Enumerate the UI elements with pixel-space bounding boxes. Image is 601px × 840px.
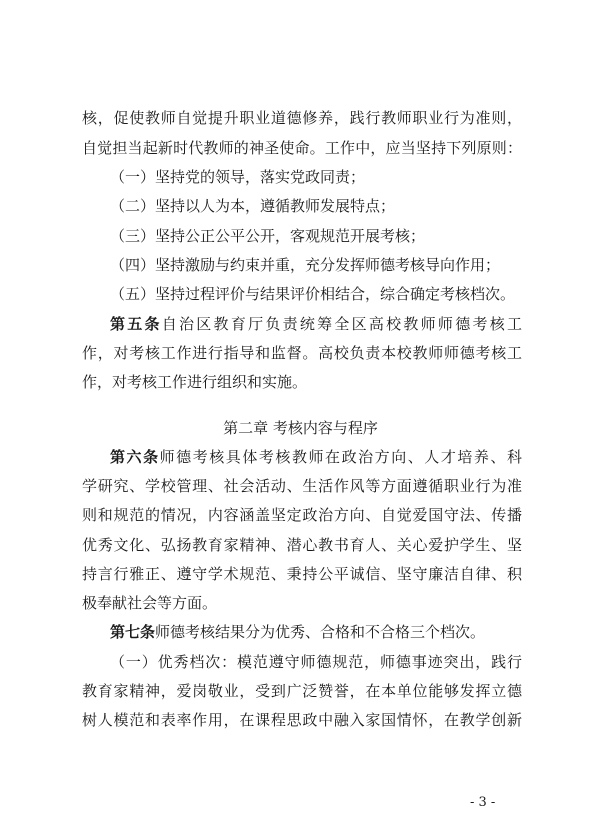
- article-6-line: 学研究、学校管理、社会活动、生活作风等方面遵循职业行为准: [82, 477, 522, 495]
- article-5-line: 作，对考核工作进行指导和监督。高校负责本校教师师德考核工: [82, 344, 522, 362]
- text-line: 自觉担当起新时代教师的神圣使命。工作中，应当坚持下列原则：: [82, 139, 522, 157]
- principle-item: （一）坚持党的领导，落实党政同责；: [110, 168, 366, 186]
- page-number: - 3 -: [470, 795, 496, 810]
- principle-item: （二）坚持以人为本，遵循教师发展特点；: [110, 197, 396, 215]
- article-6-line: 第六条师德考核具体考核教师在政治方向、人才培养、科: [110, 448, 522, 466]
- principle-item: （三）坚持公正公平公开，客观规范开展考核；: [110, 227, 426, 245]
- excellent-level-line: （一）优秀档次：模范遵守师德规范，师德事迹突出，践行: [110, 653, 522, 671]
- chapter-title: 第二章 考核内容与程序: [223, 419, 378, 437]
- article-5-line: 第五条自治区教育厅负责统筹全区高校教师师德考核工: [110, 315, 522, 333]
- article-7-line: 第七条师德考核结果分为优秀、合格和不合格三个档次。: [110, 623, 486, 641]
- article-6-line: 持言行雅正、遵守学术规范、秉持公平诚信、坚守廉洁自律、积: [82, 565, 522, 583]
- article-6-line: 优秀文化、弘扬教育家精神、潜心教书育人、关心爱护学生、坚: [82, 536, 522, 554]
- article-6-line: 极奉献社会等方面。: [82, 594, 218, 612]
- principle-item: （五）坚持过程评价与结果评价相结合，综合确定考核档次。: [110, 285, 516, 303]
- article-6-line: 则和规范的情况，内容涵盖坚定政治方向、自觉爱国守法、传播: [82, 506, 522, 524]
- article-7-label: 第七条: [110, 623, 156, 641]
- article-5-line: 作，对考核工作进行组织和实施。: [82, 373, 308, 391]
- text-line: 核，促使教师自觉提升职业道德修养，践行教师职业行为准则，: [82, 109, 522, 127]
- article-5-label: 第五条: [110, 315, 162, 333]
- excellent-level-line: 教育家精神，爱岗敬业，受到广泛赞誉，在本单位能够发挥立德: [82, 682, 522, 700]
- article-6-label: 第六条: [110, 448, 160, 466]
- excellent-level-line: 树人模范和表率作用，在课程思政中融入家国情怀，在教学创新: [82, 711, 522, 729]
- principle-item: （四）坚持激励与约束并重，充分发挥师德考核导向作用；: [110, 256, 501, 274]
